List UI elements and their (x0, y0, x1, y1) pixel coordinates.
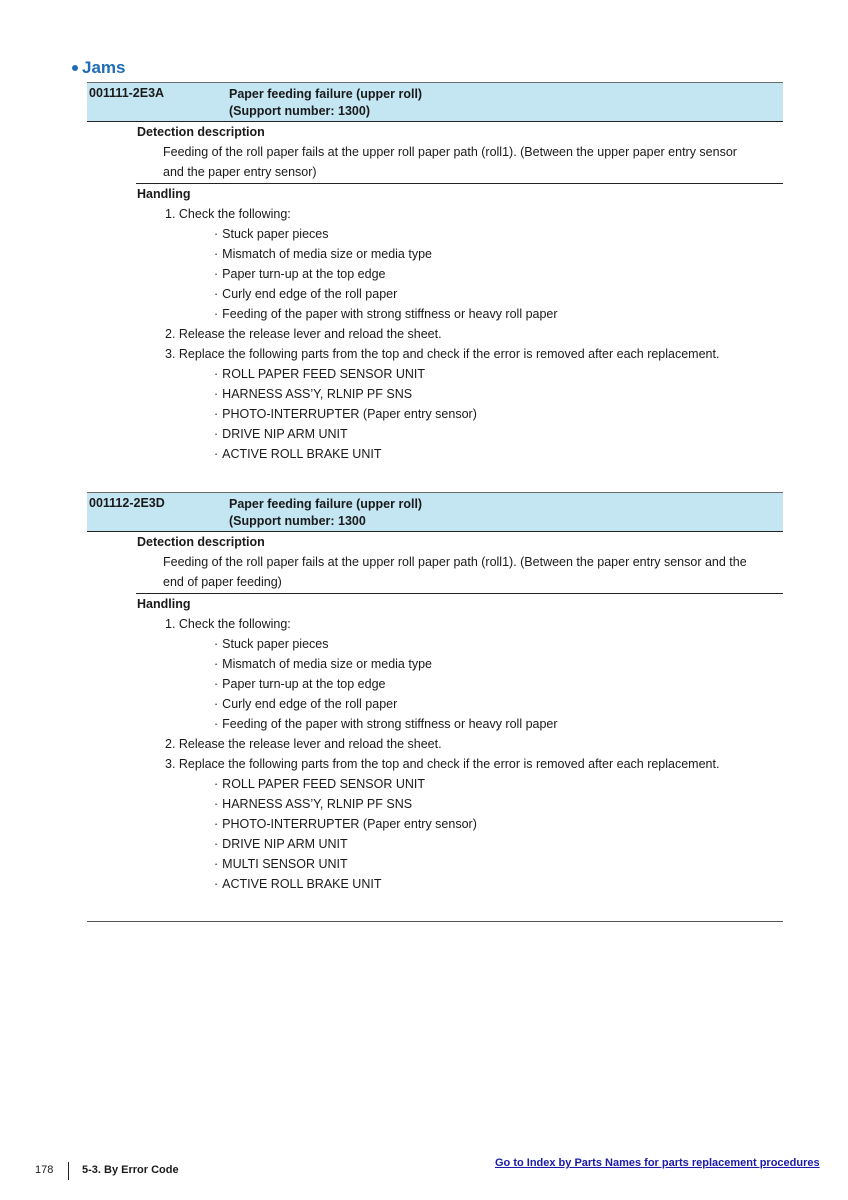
check-item (214, 714, 783, 734)
part-item (214, 384, 783, 404)
error-code: 001112-2E3D (89, 496, 165, 510)
dot-icon: · (214, 697, 219, 711)
dot-icon: · (214, 387, 219, 401)
detection-description (163, 552, 783, 593)
error-code: 001111-2E3A (89, 86, 165, 100)
section-title (72, 58, 125, 78)
part-text: DRIVE NIP ARM UNIT (222, 837, 348, 851)
part-text: ACTIVE ROLL BRAKE UNIT (222, 877, 382, 891)
dot-icon: · (214, 267, 219, 281)
dot-icon: · (214, 657, 219, 671)
detection-line: end of paper feeding) (163, 575, 282, 589)
dot-icon: · (214, 857, 219, 871)
error-title: Paper feeding failure (upper roll) (229, 497, 423, 511)
detection-line: Feeding of the roll paper fails at the upper roll paper path (roll1). (Between the upper paper entry sensor (163, 145, 737, 159)
check-item (214, 654, 783, 674)
handling-label: Handling (137, 597, 191, 611)
error-header (87, 492, 783, 532)
check-item (214, 304, 783, 324)
error-block (87, 492, 783, 894)
dot-icon: · (214, 307, 219, 321)
step-1: 1. Check the following: (165, 207, 291, 221)
dot-icon: · (214, 247, 219, 261)
dot-icon: · (214, 447, 219, 461)
part-text: DRIVE NIP ARM UNIT (222, 427, 348, 441)
check-text: Paper turn-up at the top edge (222, 677, 386, 691)
section-title-text: Jams (82, 58, 126, 77)
dot-icon: · (214, 797, 219, 811)
part-text: HARNESS ASS’Y, RLNIP PF SNS (222, 797, 413, 811)
part-item (214, 404, 783, 424)
dot-icon: · (214, 877, 219, 891)
dot-icon: · (214, 227, 219, 241)
page-number: 178 (35, 1164, 54, 1176)
part-text: HARNESS ASS’Y, RLNIP PF SNS (222, 387, 413, 401)
parts-index-link[interactable]: Go to Index by Parts Names for parts replacement procedures (495, 1157, 820, 1169)
check-item (214, 674, 783, 694)
detection-description (163, 142, 783, 183)
check-item (214, 284, 783, 304)
error-block (87, 82, 783, 464)
part-item (214, 424, 783, 444)
dot-icon: · (214, 407, 219, 421)
footer-section-title: 5-3. By Error Code (82, 1164, 179, 1176)
step-3: 3. Replace the following parts from the top and check if the error is removed after each replacement. (165, 347, 720, 361)
check-item (214, 264, 783, 284)
detection-label: Detection description (137, 125, 265, 139)
check-text: Stuck paper pieces (222, 227, 329, 241)
dot-icon: · (214, 817, 219, 831)
step-2: 2. Release the release lever and reload the sheet. (165, 327, 442, 341)
error-header (87, 82, 783, 122)
handling-label: Handling (137, 187, 191, 201)
dot-icon: · (214, 637, 219, 651)
detection-label: Detection description (137, 535, 265, 549)
check-text: Mismatch of media size or media type (222, 657, 432, 671)
dot-icon: · (214, 677, 219, 691)
dot-icon: · (214, 777, 219, 791)
part-text: MULTI SENSOR UNIT (222, 857, 348, 871)
part-item (214, 364, 783, 384)
check-text: Paper turn-up at the top edge (222, 267, 386, 281)
check-text: Mismatch of media size or media type (222, 247, 432, 261)
dot-icon: · (214, 287, 219, 301)
check-text: Feeding of the paper with strong stiffness or heavy roll paper (222, 717, 558, 731)
part-text: PHOTO-INTERRUPTER (Paper entry sensor) (222, 817, 477, 831)
support-number: (Support number: 1300) (229, 104, 370, 118)
part-text: ACTIVE ROLL BRAKE UNIT (222, 447, 382, 461)
part-text: ROLL PAPER FEED SENSOR UNIT (222, 777, 425, 791)
detection-line: Feeding of the roll paper fails at the upper roll paper path (roll1). (Between the paper entry sensor and the (163, 555, 747, 569)
check-text: Curly end edge of the roll paper (222, 697, 398, 711)
part-item (214, 814, 783, 834)
step-1: 1. Check the following: (165, 617, 291, 631)
dot-icon: · (214, 367, 219, 381)
check-text: Stuck paper pieces (222, 637, 329, 651)
footer-separator (68, 1162, 69, 1180)
check-item (214, 244, 783, 264)
dot-icon: · (214, 717, 219, 731)
part-text: ROLL PAPER FEED SENSOR UNIT (222, 367, 425, 381)
error-title: Paper feeding failure (upper roll) (229, 87, 423, 101)
check-text: Curly end edge of the roll paper (222, 287, 398, 301)
bullet-icon (72, 65, 78, 71)
step-3: 3. Replace the following parts from the top and check if the error is removed after each replacement. (165, 757, 720, 771)
part-item (214, 794, 783, 814)
part-item (214, 874, 783, 894)
check-item (214, 634, 783, 654)
part-item (214, 854, 783, 874)
dot-icon: · (214, 837, 219, 851)
check-item (214, 694, 783, 714)
part-text: PHOTO-INTERRUPTER (Paper entry sensor) (222, 407, 477, 421)
detection-line: and the paper entry sensor) (163, 165, 317, 179)
check-item (214, 224, 783, 244)
support-number: (Support number: 1300 (229, 514, 366, 528)
part-item (214, 774, 783, 794)
part-item (214, 444, 783, 464)
step-2: 2. Release the release lever and reload the sheet. (165, 737, 442, 751)
dot-icon: · (214, 427, 219, 441)
end-divider (87, 921, 783, 922)
part-item (214, 834, 783, 854)
check-text: Feeding of the paper with strong stiffness or heavy roll paper (222, 307, 558, 321)
